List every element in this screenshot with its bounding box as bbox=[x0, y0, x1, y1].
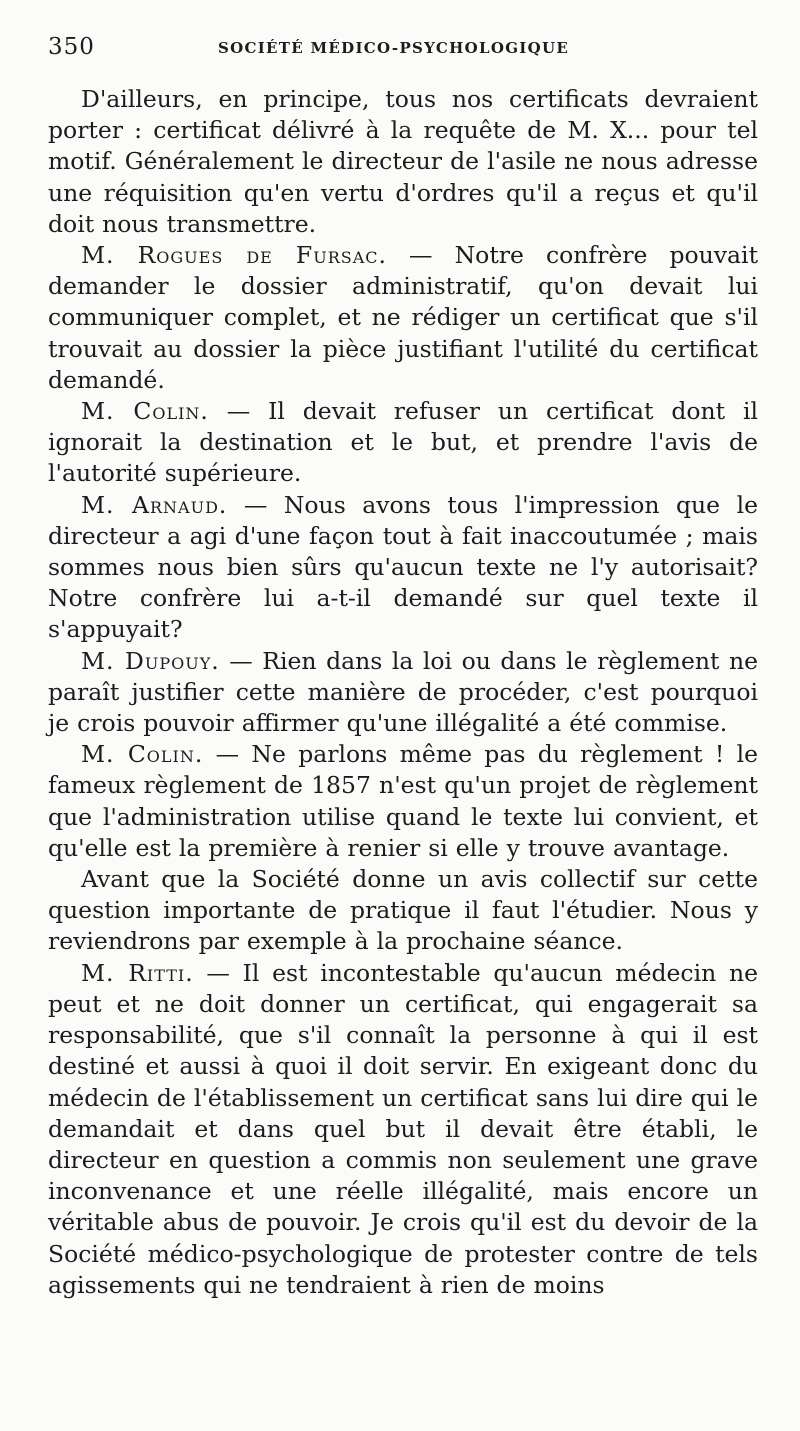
speaker-name: M. Arnaud. bbox=[81, 490, 228, 519]
paragraph-text: — Il est incontestable qu'aucun médecin ne peut et ne doit donner un certificat, qui engagerait sa responsabilité, que s'il connaît la personne à qui il est destiné et aussi à quoi il doit servir. En exigeant donc du médecin de l'établissement un certificat sans lui dire qui le demandait et dans quel but il devait être établi, le directeur en question a commis non seulement une grave inconvenance et une réelle illégalité, mais encore un véritable abus de pouvoir. Je crois qu'il est du devoir de la Société médico-psychologique de protester contre de tels agissements qui ne tendraient à rien de moins bbox=[48, 958, 758, 1299]
paragraph-text: — Ne parlons même pas du règlement ! le fameux règlement de 1857 n'est qu'un projet de règlement que l'administration utilise quand le texte lui convient, et qu'elle est la première à renier si elle y trouve avantage. bbox=[48, 740, 759, 862]
paragraph bbox=[48, 958, 758, 1301]
paragraph bbox=[48, 396, 758, 490]
paragraph-text: D'ailleurs, en principe, tous nos certificats devraient porter : certificat délivré à la requête de M. X... pour tel motif. Généralement le directeur de l'asile ne nous adresse une réquisition qu'en vertu d'ordres qu'il a reçus et qu'il doit nous transmettre. bbox=[48, 85, 758, 238]
speaker-name: M. Colin. bbox=[81, 740, 204, 769]
paragraph bbox=[48, 490, 758, 646]
running-header bbox=[48, 34, 752, 64]
paragraph bbox=[48, 864, 758, 958]
paragraph bbox=[48, 84, 758, 240]
page-number: 350 bbox=[48, 34, 95, 60]
paragraph bbox=[48, 240, 758, 396]
paragraph-text: — Nous avons tous l'impression que le directeur a agi d'une façon tout à fait inaccoutumée ; mais sommes nous bien sûrs qu'aucun texte ne l'y autorisait? Notre confrère lui a-t-il demandé sur quel texte il s'appuyait? bbox=[48, 490, 758, 644]
running-title: SOCIÉTÉ MÉDICO-PSYCHOLOGIQUE bbox=[218, 39, 570, 57]
page-body bbox=[48, 84, 758, 1301]
paragraph bbox=[48, 739, 758, 864]
paragraph-text: — Rien dans la loi ou dans le règlement ne paraît justifier cette manière de procéder, c'est pourquoi je crois pouvoir affirmer qu'une illégalité a été commise. bbox=[48, 646, 759, 738]
speaker-name: M. Dupouy. bbox=[81, 646, 220, 675]
paragraph-text: — Il devait refuser un certificat dont il ignorait la destination et le but, et prendre l'avis de l'autorité supérieure. bbox=[48, 397, 759, 488]
speaker-name: M. Rogues de Fursac. bbox=[81, 241, 387, 270]
paragraph bbox=[48, 646, 758, 740]
paragraph-text: Avant que la Société donne un avis collectif sur cette question importante de pratique il faut l'étudier. Nous y reviendrons par exemple à la prochaine séance. bbox=[48, 865, 758, 956]
speaker-name: M. Colin. bbox=[81, 397, 209, 426]
paragraph-text: — Notre confrère pouvait demander le dossier administratif, qu'on devait lui communiquer complet, et ne rédiger un certificat que s'il trouvait au dossier la pièce justifiant l'utilité du certificat demandé. bbox=[48, 241, 759, 394]
speaker-name: M. Ritti. bbox=[81, 958, 194, 987]
